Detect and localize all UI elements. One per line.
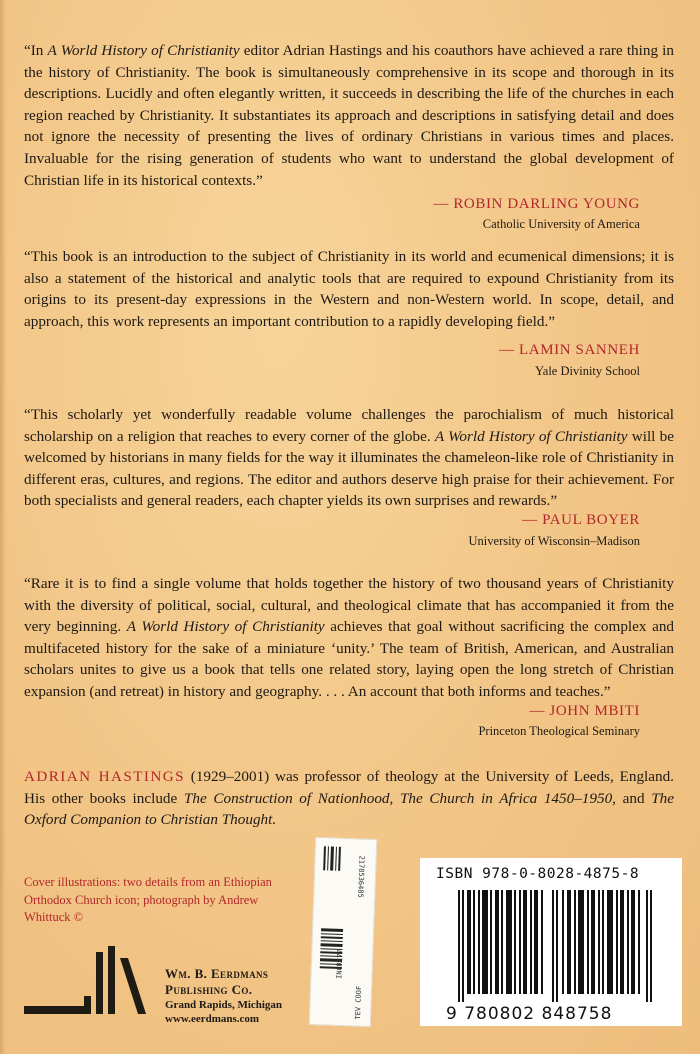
- endorser-name-sanneh: — LAMIN SANNEH: [499, 342, 640, 358]
- book-title: A World History of Christianity: [126, 618, 325, 636]
- isbn-label: ISBN 978-0-8028-4875-8: [436, 866, 640, 882]
- other-book-title: The Oxford Companion to Christian Thought.: [24, 789, 674, 829]
- ean-number: 9 780802 848758: [446, 1004, 613, 1024]
- endorsement-text-part: “Rare it is to find a single volume that holds together the history of two thousand years of Christianity with the diversity of political, social, cultural, and theological climate that has accompanied it from the very beginning.: [24, 575, 674, 636]
- endorser-name-boyer: — PAUL BOYER: [522, 512, 640, 528]
- endorsement-young-quote: [24, 40, 674, 191]
- sticker-code-2: INCRE77: [335, 949, 345, 980]
- endorser-name-mbiti: — JOHN MBITI: [529, 703, 640, 719]
- publisher-city: Grand Rapids, Michigan: [165, 999, 283, 1011]
- publisher-name: Wm. B. Eerdmans: [165, 966, 269, 981]
- bio-text: and: [615, 789, 652, 807]
- other-books-list: The Construction of Nationhood, The Church in Africa 1450–1950,: [183, 789, 616, 807]
- author-bio: [24, 766, 674, 831]
- book-title: A World History of Christianity: [47, 42, 240, 59]
- cover-credits: Cover illustrations: two details from an Ethiopian Orthodox Church icon; photograph by Andrew Whittuck ©: [24, 875, 272, 924]
- author-name: ADRIAN HASTINGS: [24, 768, 185, 785]
- endorser-affiliation-sanneh: Yale Divinity School: [535, 364, 640, 378]
- endorsement-mbiti-quote: [24, 573, 674, 703]
- endorser-name-young: — ROBIN DARLING YOUNG: [433, 196, 640, 212]
- bio-text: (1929–2001) was professor of theology at the University of Leeds, England. His other books include: [24, 768, 674, 807]
- sticker-code: 2178536485: [356, 855, 366, 898]
- spine-edge: [0, 0, 6, 1054]
- endorsement-text-part: will be welcomed by historians in many fields for the way it illuminates the chameleon-like role of Christianity in different eras, cultures, and regions. The editor and authors deserve high praise for their achievement. For both specialists and general readers, each chapter yields its own surprises and rewards.”: [24, 427, 674, 510]
- price-sticker: [309, 837, 378, 1027]
- endorsement-sanneh-quote: “This book is an introduction to the subject of Christianity in its world and ecumenical dimensions; it is also a statement of the historical and analytic tools that are required to expound Christianity from its origins to its present-day expressions in the Western and non-Western world. In scope, detail, and approach, this work represents an important contribution to a rapidly developing field.”: [24, 248, 674, 330]
- isbn-barcode: [420, 858, 682, 1026]
- book-title: A World History of Christianity: [434, 427, 628, 445]
- barcode-icon: [458, 890, 654, 1002]
- publisher-block: [165, 966, 315, 1026]
- publisher-website: www.eerdmans.com: [165, 1013, 260, 1025]
- endorser-affiliation-boyer: University of Wisconsin–Madison: [468, 534, 640, 548]
- sticker-barcode-icon: [310, 838, 376, 1026]
- publisher-name-line2: Publishing Co.: [165, 982, 253, 997]
- endorser-affiliation-young: Catholic University of America: [482, 217, 640, 231]
- publisher-logo-icon: [24, 944, 152, 1020]
- endorsement-text-part: editor Adrian Hastings and his coauthors have achieved a rare thing in the history of Christianity. The book is simultaneously comprehensive in its scope and thorough in its descriptions. Lucidly and often elegantly written, it succeeds in describing the life of the churches in each region reached by Christianity. It substantiates its approach and descriptions in satisfying detail and does not ignore the necessity of presenting the lives of ordinary Christians in various times and places. Invaluable for the rising generation of students who want to understand the global development of Christian life in its historical contexts.”: [24, 42, 674, 189]
- endorsement-boyer-quote: [24, 404, 674, 512]
- endorsement-text-part: “This scholarly yet wonderfully readable volume challenges the parochialism of much historical scholarship on a religion that reaches to every corner of the globe.: [24, 406, 674, 445]
- sticker-code-3: TEV COOF: [353, 985, 364, 1020]
- endorser-affiliation-mbiti: Princeton Theological Seminary: [478, 724, 640, 738]
- endorsement-text-part: achieves that goal without sacrificing the complex and multifaceted history for the sake of a miniature ‘unity.’ The team of British, American, and Australian scholars unites to give us a book that tells one related story, laying open the long stretch of Christian expansion (and retreat) in history and geography. . . . An account that both informs and teaches.”: [24, 618, 675, 700]
- endorsement-text-part: “In: [24, 42, 48, 59]
